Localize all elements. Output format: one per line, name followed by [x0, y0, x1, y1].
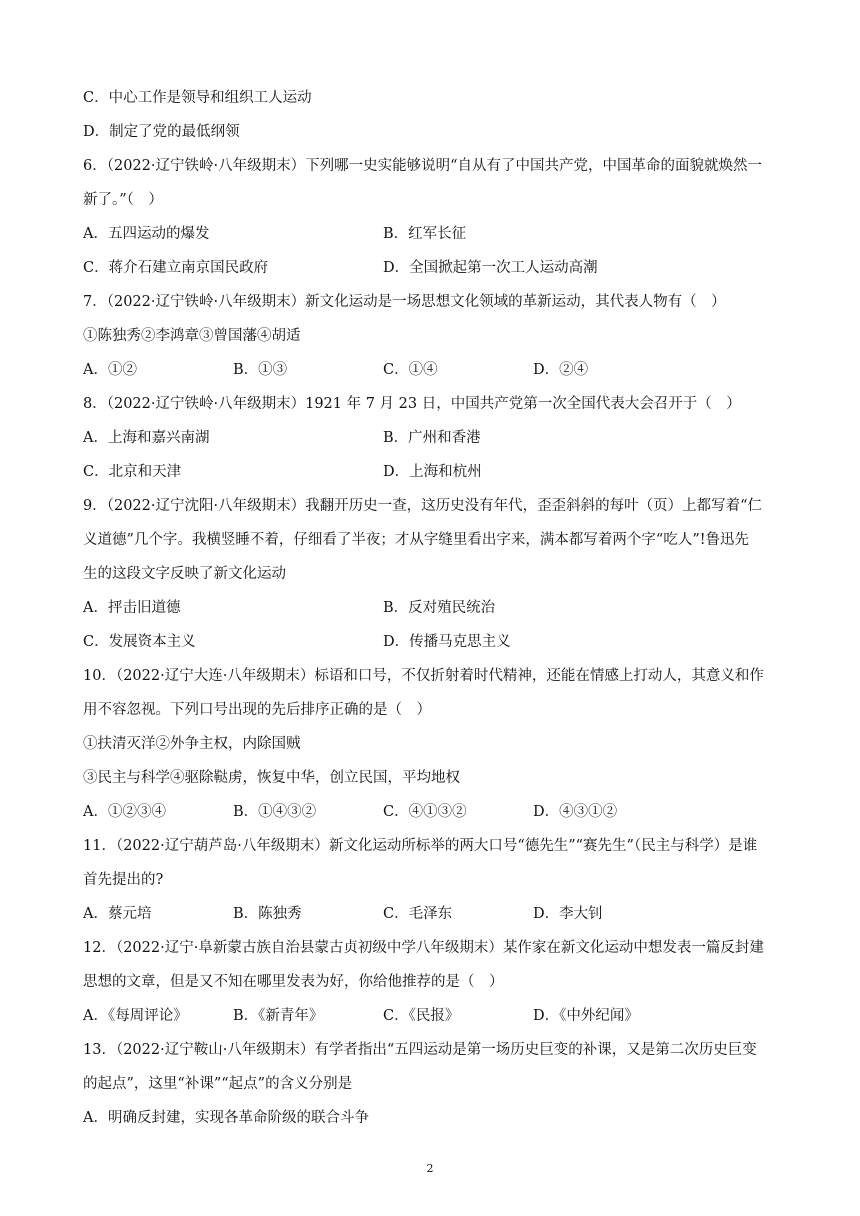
q5-option-d: D．制定了党的最低纲领 [83, 124, 240, 140]
q10-stem-line2: 用不容忽视。下列口号出现的先后排序正确的是（ ） [83, 702, 431, 718]
q6-stem-line2: 新了。”（ ） [83, 192, 163, 208]
q5-option-c: C．中心工作是领导和组织工人运动 [83, 90, 312, 106]
q8-option-d: D．上海和杭州 [383, 464, 482, 480]
q6-option-d: D．全国掀起第一次工人运动高潮 [383, 260, 598, 276]
q10-stem-line1: 10．（2022·辽宁大连·八年级期末）标语和口号，不仅折射着时代精神，还能在情感上打动人，其意义和作 [83, 668, 764, 684]
q11-stem-line1: 11．（2022·辽宁葫芦岛·八年级期末）新文化运动所标举的两大口号“德先生”“赛先生”（民主与科学）是谁 [83, 838, 758, 854]
q8-option-a: A．上海和嘉兴南湖 [83, 430, 210, 446]
q11-option-a: A．蔡元培 [83, 906, 152, 922]
q10-option-b: B．①④③② [233, 804, 317, 820]
q10-stem-line3: ①扶清灭洋②外争主权，内除国贼 [83, 736, 301, 752]
q12-option-d: D．《中外纪闻》 [533, 1008, 639, 1024]
q9-option-b: B．反对殖民统治 [383, 600, 496, 616]
q12-stem-line1: 12．（2022·辽宁·阜新蒙古族自治县蒙古贞初级中学八年级期末）某作家在新文化运动中想发表一篇反封建 [83, 940, 764, 956]
q10-option-c: C．④①③② [383, 804, 467, 820]
q13-stem-line2: 的起点”，这里“补课”“起点”的含义分别是 [83, 1076, 353, 1092]
q6-option-b: B．红军长征 [383, 226, 467, 242]
page-number: 2 [426, 1162, 434, 1175]
q6-stem-line1: 6．（2022·辽宁铁岭·八年级期末）下列哪一史实能够说明“自从有了中国共产党，中国革命的面貌就焕然一 [83, 158, 763, 174]
q13-stem-line1: 13．（2022·辽宁鞍山·八年级期末）有学者指出“五四运动是第一场历史巨变的补课，又是第二次历史巨变 [83, 1042, 757, 1058]
q6-option-a: A．五四运动的爆发 [83, 226, 210, 242]
q9-option-c: C．发展资本主义 [83, 634, 196, 650]
q7-option-d: D．②④ [533, 362, 589, 378]
q10-option-d: D．④③①② [533, 804, 618, 820]
q7-option-a: A．①② [83, 362, 137, 378]
q9-option-d: D．传播马克思主义 [383, 634, 511, 650]
q10-stem-line4: ③民主与科学④驱除鞑虏，恢复中华，创立民国，平均地权 [83, 770, 460, 786]
q12-option-a: A．《每周评论》 [83, 1008, 188, 1024]
q8-option-c: C．北京和天津 [83, 464, 182, 480]
q11-option-d: D．李大钊 [533, 906, 603, 922]
q7-option-b: B．①③ [233, 362, 288, 378]
q12-option-c: C．《民报》 [383, 1008, 460, 1024]
q9-stem-line2: 义道德”几个字。我横竖睡不着，仔细看了半夜；才从字缝里看出字来，满本都写着两个字“吃人”!鲁迅先 [83, 532, 750, 548]
q12-option-b: B．《新青年》 [233, 1008, 324, 1024]
q11-option-c: C．毛泽东 [383, 906, 453, 922]
q10-option-a: A．①②③④ [83, 804, 166, 820]
q11-option-b: B．陈独秀 [233, 906, 302, 922]
q12-stem-line2: 思想的文章，但是又不知在哪里发表为好，你给他推荐的是（ ） [83, 974, 504, 990]
q7-stem-line1: 7．（2022·辽宁铁岭·八年级期末）新文化运动是一场思想文化领域的革新运动，其代表人物有（ ） [83, 294, 726, 310]
q9-option-a: A．抨击旧道德 [83, 600, 181, 616]
q7-stem-line2: ①陈独秀②李鸿章③曾国藩④胡适 [83, 328, 301, 344]
q7-option-c: C．①④ [383, 362, 438, 378]
q8-option-b: B．广州和香港 [383, 430, 481, 446]
q9-stem-line3: 生的这段文字反映了新文化运动 [83, 566, 286, 582]
q6-option-c: C．蒋介石建立南京国民政府 [83, 260, 269, 276]
q13-option-a: A．明确反封建，实现各革命阶级的联合斗争 [83, 1110, 369, 1126]
q11-stem-line2: 首先提出的? [83, 872, 164, 888]
q9-stem-line1: 9．（2022·辽宁沈阳·八年级期末）我翻开历史一查，这历史没有年代，歪歪斜斜的每叶（页）上都写着“仁 [83, 498, 763, 514]
q8-stem-line1: 8．（2022·辽宁铁岭·八年级期末）1921 年 7 月 23 日，中国共产党第一次全国代表大会召开于（ ） [83, 396, 741, 412]
